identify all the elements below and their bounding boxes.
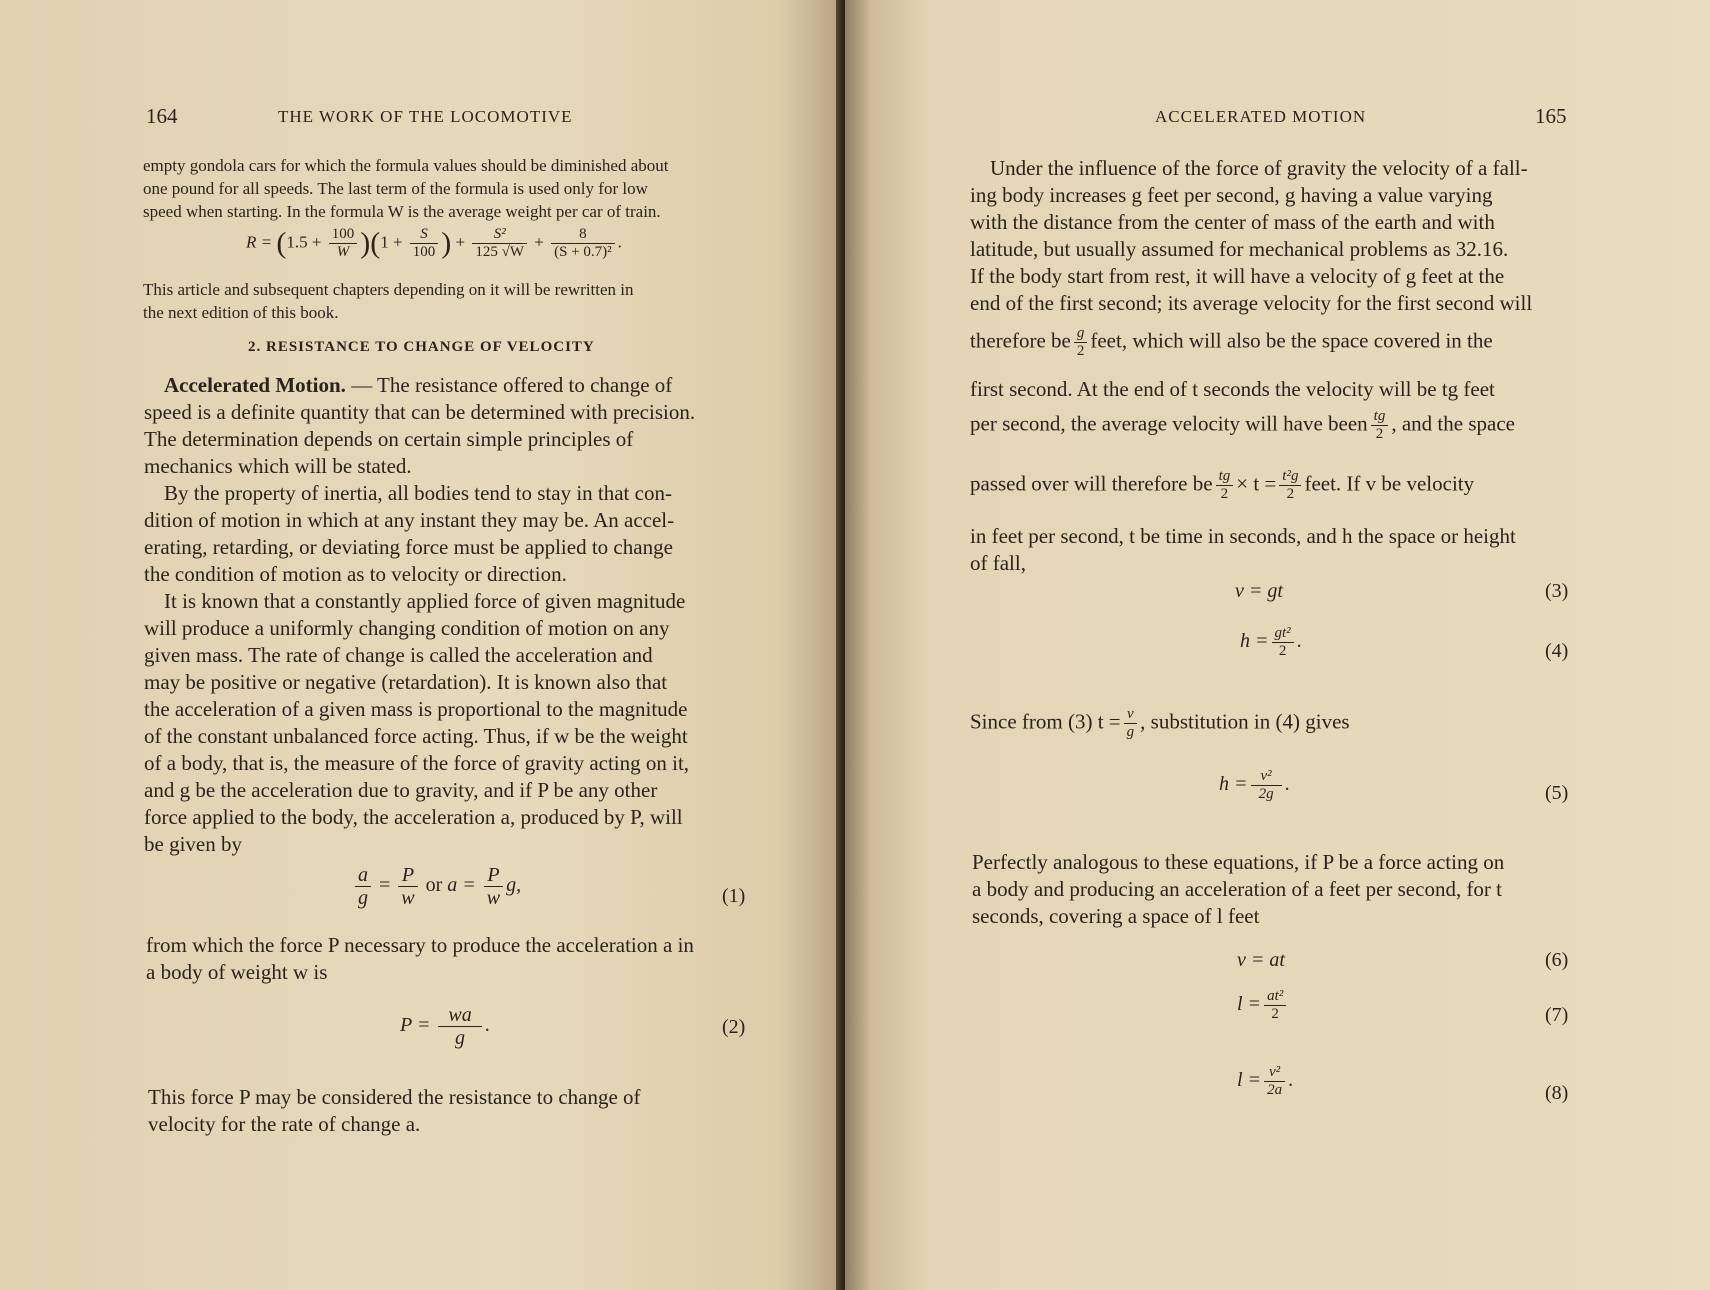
fraction-numerator: P	[398, 864, 417, 887]
fraction-numerator: g	[1074, 325, 1088, 343]
fraction-numerator: v	[1124, 706, 1138, 724]
text-line: of fall,	[970, 551, 1026, 575]
fraction-denominator: (S + 0.7)²	[554, 244, 612, 260]
text-line: speed when starting. In the formula W is the average weight per car of train.	[143, 202, 661, 221]
fraction-numerator: at²	[1264, 988, 1286, 1006]
fraction-denominator: 125 √W	[475, 244, 525, 260]
fraction-numerator: a	[355, 864, 371, 887]
page-number: 164	[146, 104, 178, 128]
text-fragment: , substitution in (4) gives	[1140, 709, 1350, 734]
running-head: ACCELERATED MOTION	[1155, 107, 1367, 126]
text-line-with-fraction	[970, 706, 1350, 741]
equals-sign: =	[379, 874, 391, 897]
period: .	[1288, 1069, 1294, 1092]
text-line: given mass. The rate of change is called the acceleration and	[144, 643, 653, 667]
text-line: If the body start from rest, it will have a velocity of g feet at the	[970, 264, 1505, 288]
equation-4	[1240, 625, 1302, 660]
fraction-denominator: g	[358, 887, 368, 909]
text-line: ing body increases g feet per second, g having a value varying	[970, 183, 1493, 207]
right-page	[845, 0, 1710, 1290]
body-text	[144, 372, 748, 858]
text-line: of a body, that is, the measure of the force of gravity acting on it,	[144, 751, 690, 775]
text-line: the next edition of this book.	[143, 303, 339, 322]
resistance-formula: R = (1.5 + $\frac{100}{W}$ )(1 + $\frac{S}{100}$ ) + $\frac{\text{S²}}{125 √W}$ + $\frac{8}{\text{(S + 0.7)²}}$ .	[246, 226, 622, 260]
fraction-denominator: W	[336, 244, 350, 260]
text-fragment: therefore be	[970, 328, 1071, 353]
equation-3: v = gt	[1235, 580, 1283, 602]
equation-number: (4)	[1545, 640, 1569, 662]
fraction-denominator: 2	[1278, 643, 1287, 659]
fraction-denominator: g	[455, 1027, 466, 1049]
equation-number: (7)	[1545, 1004, 1569, 1026]
intro-text	[143, 154, 743, 223]
text-line: seconds, covering a space of l feet	[972, 904, 1260, 928]
fraction-numerator: tg	[1371, 408, 1389, 426]
fraction-denominator: 100	[412, 244, 436, 260]
body-text	[146, 932, 750, 986]
equation-number: (8)	[1545, 1082, 1569, 1104]
text-line: empty gondola cars for which the formula values should be diminished about	[143, 156, 669, 175]
text-line-with-fraction	[970, 408, 1515, 443]
body-text	[972, 849, 1692, 930]
equation-7	[1237, 988, 1289, 1023]
formula-lhs: R =	[246, 232, 273, 252]
text-line: erating, retarding, or deviating force must be applied to change	[144, 535, 673, 559]
fraction-numerator: v²	[1251, 768, 1282, 786]
text-line: the condition of motion as to velocity or direction.	[144, 562, 567, 586]
or-word: or	[425, 874, 443, 897]
text-fragment: passed over will therefore be	[970, 471, 1213, 496]
text-line: Under the influence of the force of gravity the velocity of a fall-	[990, 156, 1528, 180]
period: .	[1296, 630, 1302, 653]
running-head: THE WORK OF THE LOCOMOTIVE	[278, 107, 573, 126]
period: .	[1284, 773, 1290, 796]
text-line: and g be the acceleration due to gravity, and if P be any other	[144, 778, 658, 802]
text-fragment: feet. If v be velocity	[1304, 471, 1475, 496]
fraction-numerator: 100	[329, 226, 358, 244]
equation-lhs: h =	[1240, 630, 1269, 653]
fraction-denominator: w	[401, 887, 415, 909]
body-text	[148, 1084, 752, 1138]
paragraph-lead: Accelerated Motion.	[164, 373, 346, 397]
text-line: the acceleration of a given mass is proportional to the magnitude	[144, 697, 688, 721]
text-fragment: Since from (3) t =	[970, 709, 1121, 734]
fraction-numerator: gt²	[1272, 625, 1294, 643]
text-line: speed is a definite quantity that can be determined with precision.	[144, 400, 696, 424]
equation-number: (1)	[722, 885, 746, 907]
text-line: first second. At the end of t seconds the velocity will be tg feet	[970, 377, 1495, 401]
fraction-numerator: P	[484, 864, 503, 887]
equation-number: (5)	[1545, 782, 1569, 804]
fraction-denominator: g	[1126, 724, 1135, 740]
left-page	[0, 0, 845, 1290]
equation-number: (6)	[1545, 949, 1569, 971]
equation-term: g,	[506, 874, 522, 897]
formula-term: 1 +	[380, 232, 403, 252]
text-line: dition of motion in which at any instant they may be. An accel-	[144, 508, 675, 532]
fraction-denominator: 2	[1271, 1006, 1279, 1022]
fraction-denominator: 2a	[1267, 1082, 1283, 1098]
text-line: velocity for the rate of change a.	[148, 1112, 421, 1136]
equation-6: v = at	[1237, 949, 1285, 971]
text-line: It is known that a constantly applied force of given magnitude	[164, 589, 686, 613]
text-fragment: , and the space	[1391, 411, 1515, 436]
text-line: a body of weight w is	[146, 960, 328, 984]
equation-lhs: l =	[1237, 993, 1262, 1016]
text-line: By the property of inertia, all bodies tend to stay in that con-	[164, 481, 672, 505]
text-line: may be positive or negative (retardation). It is known also that	[144, 670, 668, 694]
period: .	[484, 1014, 490, 1037]
equation-lhs: a =	[447, 874, 476, 897]
equation-8	[1237, 1064, 1293, 1099]
page-number: 165	[1535, 104, 1567, 128]
text-line: — The resistance offered to change of	[345, 373, 673, 397]
fraction-denominator: 2	[1220, 486, 1229, 502]
text-fragment: feet, which will also be the space covered in the	[1090, 328, 1493, 353]
fraction-denominator: w	[486, 887, 501, 909]
text-line: force applied to the body, the acceleration a, produced by P, will	[144, 805, 683, 829]
text-fragment: per second, the average velocity will have been	[970, 411, 1368, 436]
text-line: end of the first second; its average velocity for the first second will	[970, 291, 1533, 315]
fraction-denominator: 2	[1076, 343, 1085, 359]
text-fragment: × t =	[1236, 471, 1277, 496]
fraction-numerator: t²g	[1279, 468, 1301, 486]
text-line: The determination depends on certain simple principles of	[144, 427, 634, 451]
formula-term: 1.5 +	[286, 232, 322, 252]
text-line: latitude, but usually assumed for mechanical problems as 32.16.	[970, 237, 1509, 261]
equation-number: (3)	[1545, 580, 1569, 602]
equation-lhs: P =	[400, 1014, 431, 1037]
fraction-numerator: v²	[1264, 1064, 1285, 1082]
note-text	[143, 278, 743, 324]
fraction-denominator: 2	[1375, 426, 1384, 442]
text-line: of the constant unbalanced force acting. Thus, if w be the weight	[144, 724, 688, 748]
text-line-with-fraction	[970, 325, 1493, 360]
body-text	[970, 155, 1690, 317]
text-line: in feet per second, t be time in seconds, and h the space or height	[970, 524, 1516, 548]
fraction-numerator: wa	[438, 1004, 481, 1027]
text-line: will produce a uniformly changing condition of motion on any	[144, 616, 670, 640]
text-line: a body and producing an acceleration of a feet per second, for t	[972, 877, 1503, 901]
equation-number: (2)	[722, 1016, 746, 1038]
fraction-denominator: 2g	[1258, 786, 1274, 802]
text-line: with the distance from the center of mass of the earth and with	[970, 210, 1495, 234]
text-line: Perfectly analogous to these equations, if P be a force acting on	[972, 850, 1505, 874]
text-line: This force P may be considered the resistance to change of	[148, 1085, 641, 1109]
text-line: be given by	[144, 832, 242, 856]
fraction-denominator: 2	[1286, 486, 1295, 502]
fraction-numerator: tg	[1216, 468, 1234, 486]
text-line: mechanics which will be stated.	[144, 454, 412, 478]
section-heading: 2. RESISTANCE TO CHANGE OF VELOCITY	[248, 339, 595, 355]
equation-2	[400, 1004, 490, 1049]
text-line: This article and subsequent chapters depending on it will be rewritten in	[143, 280, 634, 299]
equation-5	[1219, 768, 1290, 803]
fraction-numerator: S²	[472, 226, 527, 244]
text-line-with-fraction	[970, 468, 1474, 503]
body-text	[970, 523, 1690, 577]
equation-1	[352, 864, 521, 909]
text-line: one pound for all speeds. The last term of the formula is used only for low	[143, 179, 648, 198]
text-line: from which the force P necessary to produce the acceleration a in	[146, 933, 694, 957]
equation-lhs: h =	[1219, 773, 1248, 796]
fraction-numerator: S	[410, 226, 439, 244]
equation-lhs: l =	[1237, 1069, 1262, 1092]
fraction-numerator: 8	[551, 226, 615, 244]
